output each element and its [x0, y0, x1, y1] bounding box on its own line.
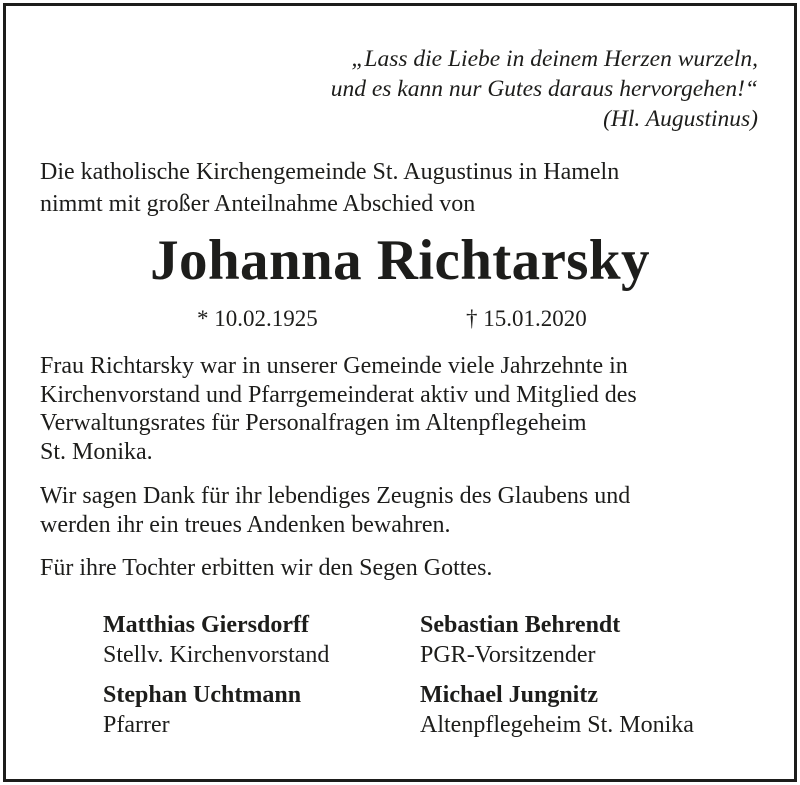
signatory-name: Matthias Giersdorff	[103, 612, 309, 638]
signatory	[420, 610, 620, 670]
signatory-role: Altenpflegeheim St. Monika	[420, 712, 694, 738]
signatory-name: Michael Jungnitz	[420, 682, 598, 708]
paragraph-line: Kirchenvorstand und Pfarrgemeinderat aktiv und Mitglied des	[40, 381, 637, 408]
signatory	[103, 610, 329, 670]
tribute-paragraph	[40, 352, 637, 466]
intro-line: nimmt mit großer Anteilnahme Abschied von	[40, 191, 476, 217]
quote-attribution: (Hl. Augustinus)	[603, 106, 758, 132]
signatory	[103, 680, 301, 740]
blessing-paragraph	[40, 554, 492, 583]
thanks-paragraph	[40, 482, 630, 539]
quote-line: und es kann nur Gutes daraus hervorgehen!“	[330, 76, 758, 102]
paragraph-line: Frau Richtarsky war in unserer Gemeinde viele Jahrzehnte in	[40, 353, 628, 379]
paragraph-line: Für ihre Tochter erbitten wir den Segen Gottes.	[40, 555, 493, 581]
signatory-role: PGR-Vorsitzender	[420, 642, 596, 668]
signatory-name: Sebastian Behrendt	[420, 612, 621, 638]
paragraph-line: Wir sagen Dank für ihr lebendiges Zeugnis des Glaubens und	[40, 483, 631, 509]
birth-date: * 10.02.1925	[197, 306, 318, 331]
intro-line: Die katholische Kirchengemeinde St. Augustinus in Hameln	[40, 159, 620, 185]
bible-quote	[331, 44, 758, 134]
paragraph-line: Verwaltungsrates für Personalfragen im Altenpflegeheim	[40, 410, 587, 436]
paragraph-line: werden ihr ein treues Andenken bewahren.	[40, 511, 451, 538]
paragraph-line: St. Monika.	[40, 438, 153, 465]
signatory-role: Stellv. Kirchenvorstand	[103, 642, 330, 668]
signatory-role: Pfarrer	[103, 712, 170, 738]
intro-text	[40, 156, 619, 220]
signatory	[420, 680, 694, 740]
death-date: † 15.01.2020	[466, 306, 587, 331]
deceased-name: Johanna Richtarsky	[150, 229, 650, 292]
signatory-name: Stephan Uchtmann	[103, 682, 302, 708]
quote-line: „Lass die Liebe in deinem Herzen wurzeln,	[351, 46, 758, 72]
